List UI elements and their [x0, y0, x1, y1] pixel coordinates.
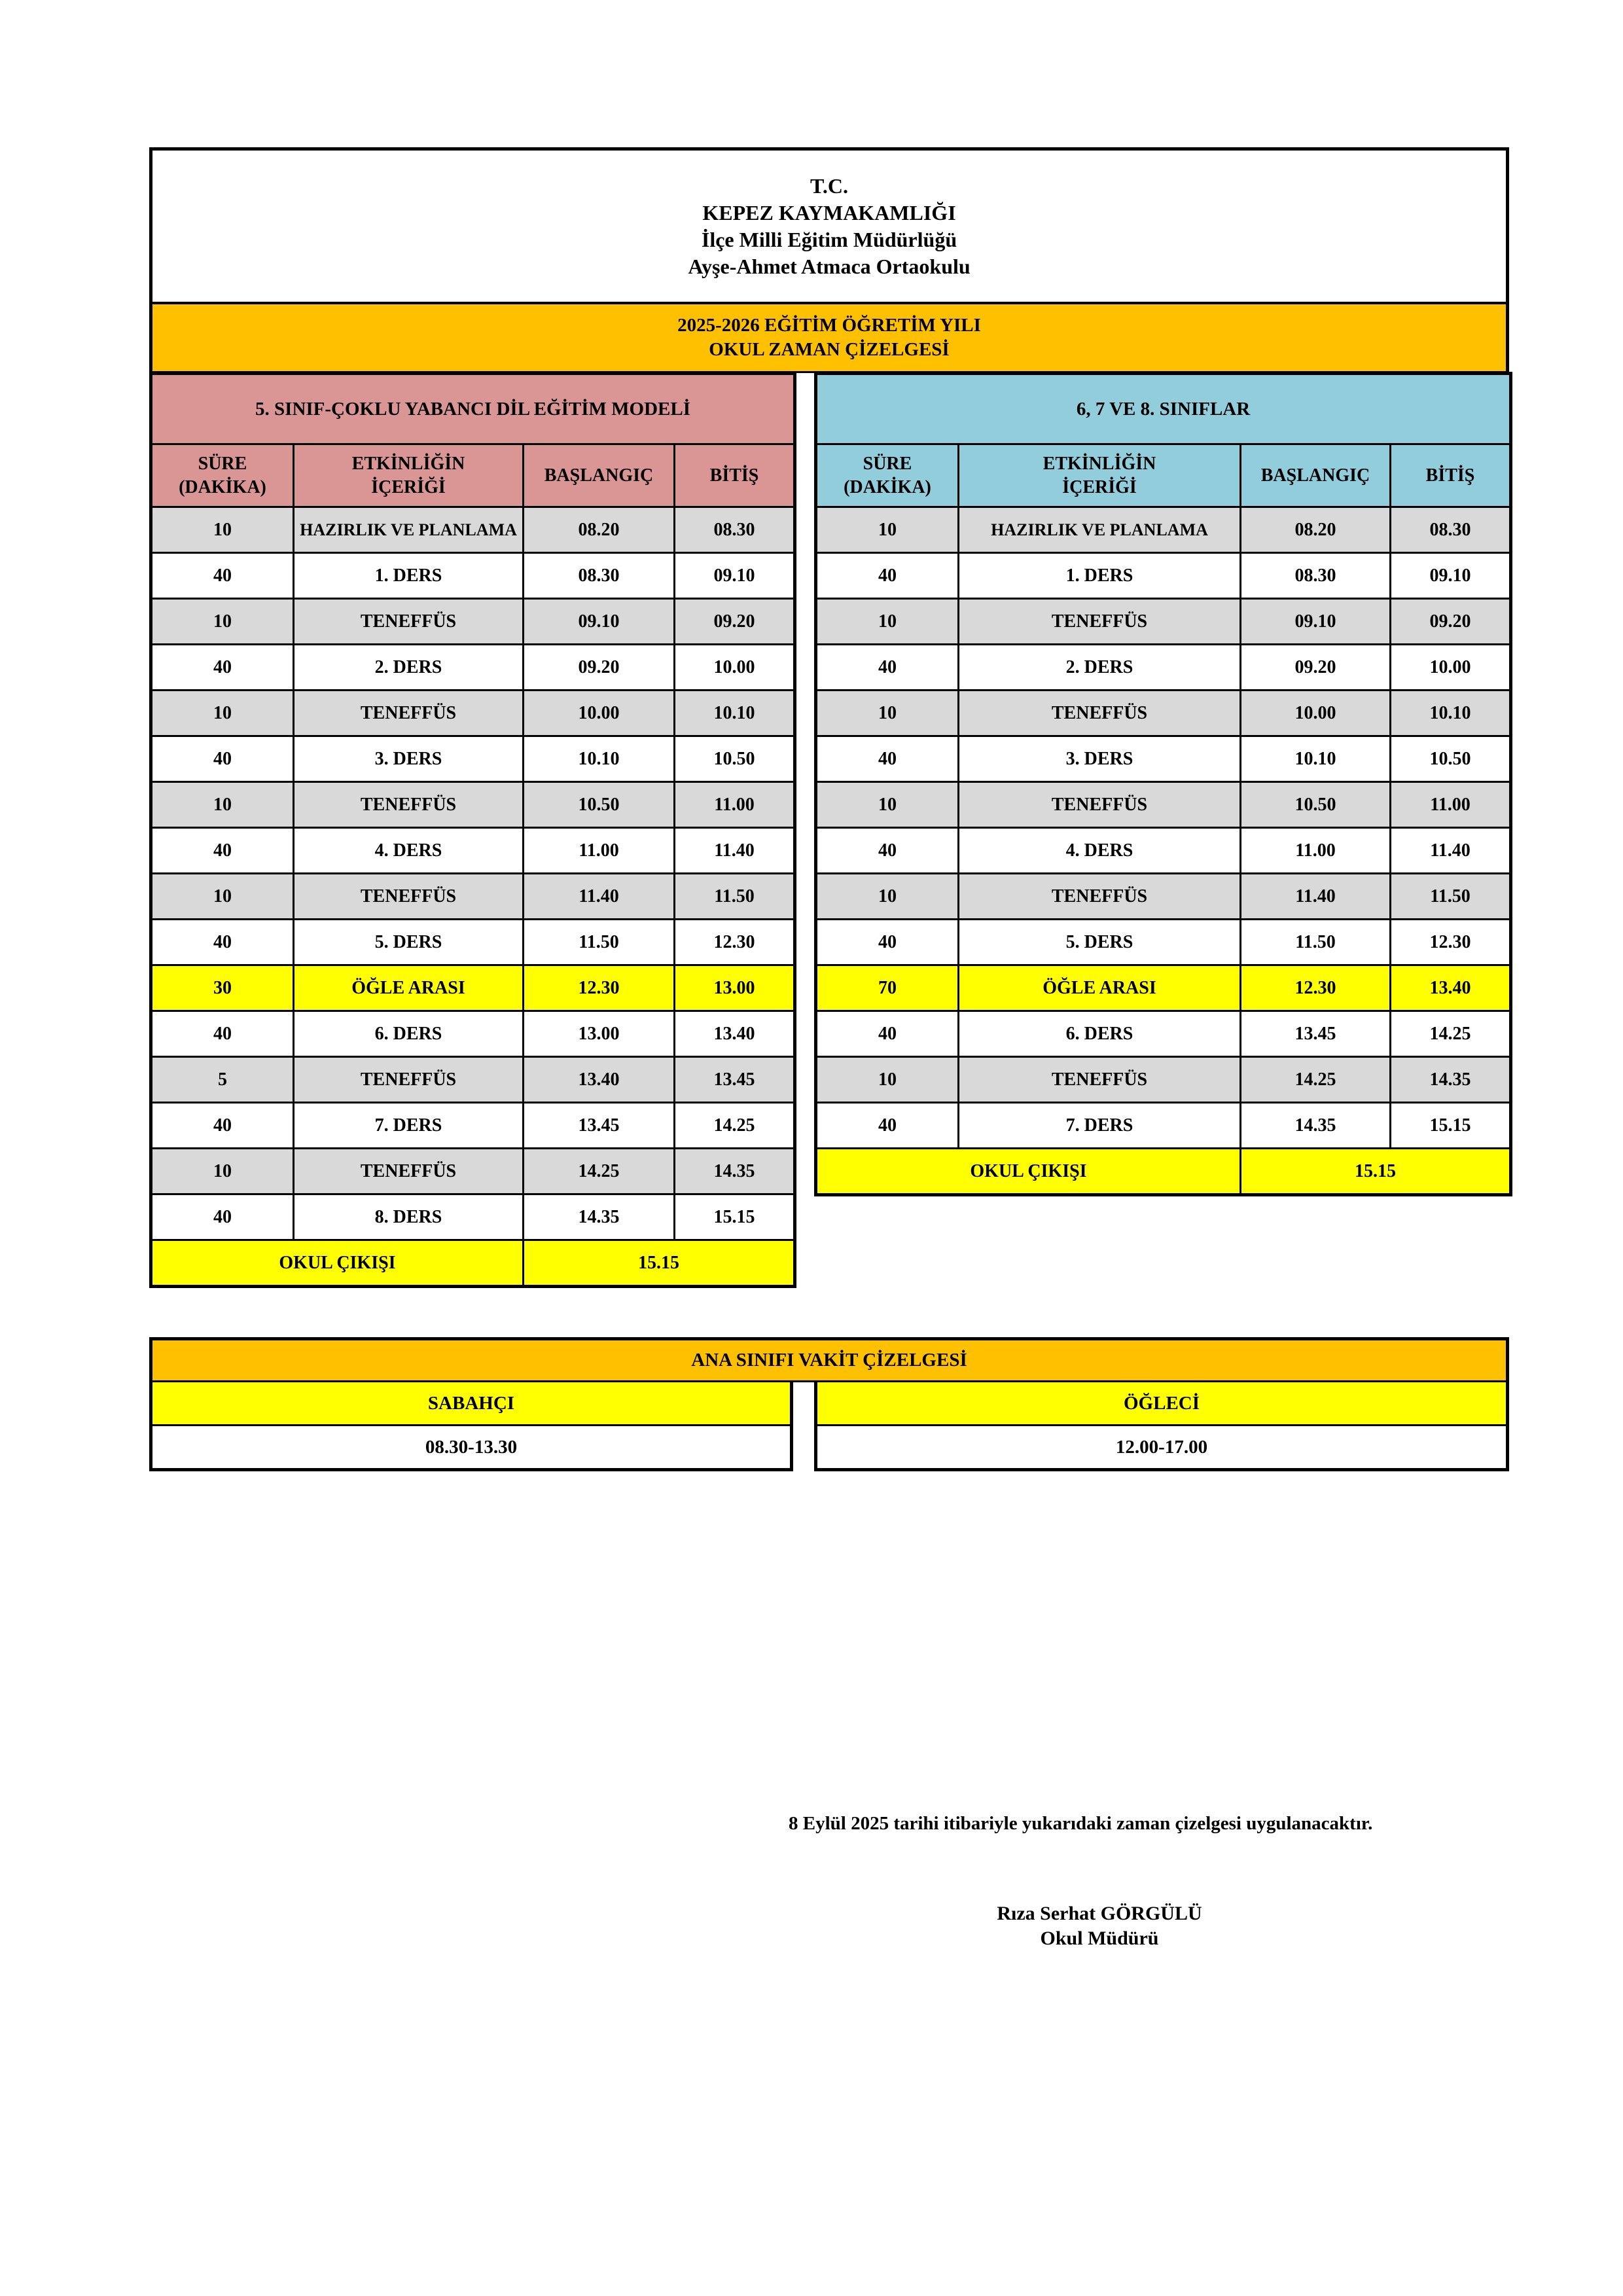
grades678-schedule-table: [814, 372, 1512, 1196]
duration-cell: 40: [816, 920, 959, 965]
end-time-cell: 15.15: [1391, 1103, 1511, 1149]
kindergarten-title: ANA SINIFI VAKİT ÇİZELGESİ: [691, 1350, 967, 1371]
schedule-row: [151, 965, 795, 1011]
grade5-exit-row: [151, 1240, 795, 1287]
start-time-cell: 13.45: [524, 1103, 675, 1149]
start-time-cell: 13.00: [524, 1011, 675, 1057]
duration-cell: 10: [151, 599, 294, 645]
grade5-column-headers: [151, 444, 795, 507]
col-activity-header: ETKİNLİĞİN İÇERİĞİ: [959, 444, 1241, 507]
schedule-row: [151, 1149, 795, 1194]
activity-cell: 1. DERS: [959, 553, 1241, 599]
duration-cell: 40: [151, 1103, 294, 1149]
activity-cell: 6. DERS: [294, 1011, 524, 1057]
afternoon-shift-time: 12.00-17.00: [817, 1426, 1506, 1468]
schedule-row: [816, 874, 1511, 920]
col-start-header: BAŞLANGIÇ: [524, 444, 675, 507]
kindergarten-afternoon-box: [814, 1380, 1509, 1471]
schedule-title-band: [149, 302, 1509, 373]
duration-cell: 40: [151, 1011, 294, 1057]
col-duration-header: SÜRE (DAKİKA): [816, 444, 959, 507]
col-end-header: BİTİŞ: [675, 444, 795, 507]
schedule-row: [816, 553, 1511, 599]
col-start-header: BAŞLANGIÇ: [1241, 444, 1391, 507]
schedule-row: [816, 782, 1511, 828]
schedule-row: [816, 507, 1511, 553]
start-time-cell: 11.50: [524, 920, 675, 965]
end-time-cell: 08.30: [1391, 507, 1511, 553]
activity-cell: TENEFFÜS: [294, 599, 524, 645]
start-time-cell: 11.40: [524, 874, 675, 920]
start-time-cell: 14.25: [1241, 1057, 1391, 1103]
activity-cell: TENEFFÜS: [959, 1057, 1241, 1103]
duration-cell: 10: [816, 1057, 959, 1103]
schedule-row: [151, 691, 795, 736]
schedule-row: [151, 599, 795, 645]
activity-cell: 4. DERS: [294, 828, 524, 874]
start-time-cell: 13.45: [1241, 1011, 1391, 1057]
activity-cell: 3. DERS: [294, 736, 524, 782]
schedule-row: [816, 736, 1511, 782]
morning-shift-time: 08.30-13.30: [152, 1426, 790, 1468]
end-time-cell: 11.50: [675, 874, 795, 920]
start-time-cell: 14.35: [1241, 1103, 1391, 1149]
duration-cell: 10: [816, 507, 959, 553]
end-time-cell: 12.30: [675, 920, 795, 965]
start-time-cell: 09.10: [1241, 599, 1391, 645]
activity-cell: TENEFFÜS: [294, 782, 524, 828]
duration-cell: 10: [816, 599, 959, 645]
start-time-cell: 11.50: [1241, 920, 1391, 965]
col-end-header: BİTİŞ: [1391, 444, 1511, 507]
duration-cell: 70: [816, 965, 959, 1011]
start-time-cell: 09.20: [1241, 645, 1391, 691]
activity-cell: TENEFFÜS: [294, 1149, 524, 1194]
exit-label: OKUL ÇIKIŞI: [151, 1240, 524, 1287]
start-time-cell: 11.00: [524, 828, 675, 874]
activity-cell: TENEFFÜS: [294, 1057, 524, 1103]
duration-cell: 40: [151, 828, 294, 874]
activity-cell: TENEFFÜS: [959, 599, 1241, 645]
end-time-cell: 11.00: [1391, 782, 1511, 828]
activity-cell: 2. DERS: [959, 645, 1241, 691]
duration-cell: 40: [816, 828, 959, 874]
schedule-row: [151, 1011, 795, 1057]
end-time-cell: 10.00: [675, 645, 795, 691]
schedule-row: [816, 965, 1511, 1011]
end-time-cell: 09.10: [675, 553, 795, 599]
activity-cell: ÖĞLE ARASI: [959, 965, 1241, 1011]
start-time-cell: 13.40: [524, 1057, 675, 1103]
exit-label: OKUL ÇIKIŞI: [816, 1149, 1241, 1195]
duration-cell: 10: [151, 1149, 294, 1194]
kindergarten-title-band: [149, 1337, 1509, 1382]
schedule-title: OKUL ZAMAN ÇİZELGESİ: [709, 339, 950, 360]
start-time-cell: 09.10: [524, 599, 675, 645]
activity-cell: TENEFFÜS: [959, 782, 1241, 828]
end-time-cell: 11.40: [1391, 828, 1511, 874]
duration-cell: 40: [151, 645, 294, 691]
grades678-rows: [816, 507, 1511, 1149]
schedule-row: [816, 1103, 1511, 1149]
duration-cell: 10: [816, 782, 959, 828]
end-time-cell: 09.20: [1391, 599, 1511, 645]
start-time-cell: 09.20: [524, 645, 675, 691]
grades678-exit-row: [816, 1149, 1511, 1195]
activity-cell: ÖĞLE ARASI: [294, 965, 524, 1011]
end-time-cell: 13.40: [675, 1011, 795, 1057]
duration-cell: 10: [816, 691, 959, 736]
start-time-cell: 11.00: [1241, 828, 1391, 874]
duration-cell: 40: [816, 1103, 959, 1149]
start-time-cell: 08.20: [1241, 507, 1391, 553]
activity-cell: TENEFFÜS: [294, 874, 524, 920]
schedule-row: [151, 1194, 795, 1240]
grade5-schedule-table: [149, 372, 796, 1288]
grade5-rows: [151, 507, 795, 1240]
header-line-school: Ayşe-Ahmet Atmaca Ortaokulu: [688, 254, 971, 278]
end-time-cell: 14.35: [1391, 1057, 1511, 1103]
end-time-cell: 09.10: [1391, 553, 1511, 599]
schedule-row: [816, 691, 1511, 736]
start-time-cell: 08.30: [1241, 553, 1391, 599]
schedule-row: [816, 828, 1511, 874]
activity-cell: 5. DERS: [959, 920, 1241, 965]
end-time-cell: 14.25: [1391, 1011, 1511, 1057]
schedule-row: [816, 920, 1511, 965]
start-time-cell: 10.10: [524, 736, 675, 782]
schedule-row: [151, 874, 795, 920]
kindergarten-morning-box: [149, 1380, 793, 1471]
effective-date-note: 8 Eylül 2025 tarihi itibariyle yukarıdaki zaman çizelgesi uygulanacaktır.: [789, 1813, 1373, 1834]
end-time-cell: 10.50: [675, 736, 795, 782]
duration-cell: 40: [151, 920, 294, 965]
end-time-cell: 10.10: [675, 691, 795, 736]
end-time-cell: 11.00: [675, 782, 795, 828]
schedule-row: [151, 828, 795, 874]
duration-cell: 10: [151, 507, 294, 553]
grade5-table-title: 5. SINIF-ÇOKLU YABANCI DİL EĞİTİM MODELİ: [151, 374, 795, 444]
activity-cell: 7. DERS: [959, 1103, 1241, 1149]
end-time-cell: 10.10: [1391, 691, 1511, 736]
activity-cell: TENEFFÜS: [959, 874, 1241, 920]
activity-cell: TENEFFÜS: [294, 691, 524, 736]
duration-cell: 10: [816, 874, 959, 920]
col-activity-header: ETKİNLİĞİN İÇERİĞİ: [294, 444, 524, 507]
end-time-cell: 08.30: [675, 507, 795, 553]
grades678-column-headers: [816, 444, 1511, 507]
schedule-row: [151, 645, 795, 691]
schedule-row: [151, 1057, 795, 1103]
end-time-cell: 13.00: [675, 965, 795, 1011]
schedule-row: [151, 736, 795, 782]
end-time-cell: 10.50: [1391, 736, 1511, 782]
academic-year-title: 2025-2026 EĞİTİM ÖĞRETİM YILI: [677, 315, 981, 336]
end-time-cell: 12.30: [1391, 920, 1511, 965]
schedule-row: [816, 1011, 1511, 1057]
duration-cell: 40: [816, 645, 959, 691]
start-time-cell: 10.00: [1241, 691, 1391, 736]
duration-cell: 10: [151, 691, 294, 736]
end-time-cell: 11.40: [675, 828, 795, 874]
schedule-row: [151, 1103, 795, 1149]
start-time-cell: 08.20: [524, 507, 675, 553]
duration-cell: 40: [816, 1011, 959, 1057]
end-time-cell: 13.45: [675, 1057, 795, 1103]
activity-cell: 1. DERS: [294, 553, 524, 599]
start-time-cell: 08.30: [524, 553, 675, 599]
activity-cell: TENEFFÜS: [959, 691, 1241, 736]
activity-cell: 2. DERS: [294, 645, 524, 691]
duration-cell: 10: [151, 782, 294, 828]
activity-cell: 3. DERS: [959, 736, 1241, 782]
schedule-row: [816, 645, 1511, 691]
start-time-cell: 10.50: [524, 782, 675, 828]
afternoon-shift-label: ÖĞLECİ: [817, 1382, 1506, 1426]
end-time-cell: 11.50: [1391, 874, 1511, 920]
header-line-district: KEPEZ KAYMAKAMLIĞI: [702, 200, 956, 224]
start-time-cell: 11.40: [1241, 874, 1391, 920]
duration-cell: 40: [151, 1194, 294, 1240]
grades678-table-title: 6, 7 VE 8. SINIFLAR: [816, 374, 1511, 444]
duration-cell: 40: [816, 553, 959, 599]
end-time-cell: 10.00: [1391, 645, 1511, 691]
start-time-cell: 10.50: [1241, 782, 1391, 828]
end-time-cell: 09.20: [675, 599, 795, 645]
duration-cell: 10: [151, 874, 294, 920]
start-time-cell: 10.00: [524, 691, 675, 736]
end-time-cell: 14.35: [675, 1149, 795, 1194]
end-time-cell: 15.15: [675, 1194, 795, 1240]
duration-cell: 30: [151, 965, 294, 1011]
start-time-cell: 12.30: [524, 965, 675, 1011]
start-time-cell: 12.30: [1241, 965, 1391, 1011]
document-header: [149, 147, 1509, 304]
header-line-tc: T.C.: [810, 173, 849, 198]
duration-cell: 40: [816, 736, 959, 782]
schedule-row: [151, 782, 795, 828]
morning-shift-label: SABAHÇI: [152, 1382, 790, 1426]
end-time-cell: 14.25: [675, 1103, 795, 1149]
schedule-row: [816, 1057, 1511, 1103]
exit-time: 15.15: [524, 1240, 795, 1287]
duration-cell: 40: [151, 736, 294, 782]
col-duration-header: SÜRE (DAKİKA): [151, 444, 294, 507]
end-time-cell: 13.40: [1391, 965, 1511, 1011]
activity-cell: 5. DERS: [294, 920, 524, 965]
activity-cell: 6. DERS: [959, 1011, 1241, 1057]
activity-cell: HAZIRLIK VE PLANLAMA: [294, 507, 524, 553]
signer-title: Okul Müdürü: [1040, 1928, 1159, 1949]
activity-cell: 4. DERS: [959, 828, 1241, 874]
duration-cell: 40: [151, 553, 294, 599]
exit-time: 15.15: [1241, 1149, 1511, 1195]
activity-cell: HAZIRLIK VE PLANLAMA: [959, 507, 1241, 553]
schedule-row: [816, 599, 1511, 645]
signer-name: Rıza Serhat GÖRGÜLÜ: [997, 1903, 1202, 1924]
duration-cell: 5: [151, 1057, 294, 1103]
start-time-cell: 14.25: [524, 1149, 675, 1194]
schedule-row: [151, 920, 795, 965]
header-line-directorate: İlçe Milli Eğitim Müdürlüğü: [701, 227, 957, 251]
activity-cell: 7. DERS: [294, 1103, 524, 1149]
start-time-cell: 14.35: [524, 1194, 675, 1240]
activity-cell: 8. DERS: [294, 1194, 524, 1240]
signature-block: [969, 1901, 1230, 1951]
start-time-cell: 10.10: [1241, 736, 1391, 782]
schedule-row: [151, 553, 795, 599]
schedule-row: [151, 507, 795, 553]
